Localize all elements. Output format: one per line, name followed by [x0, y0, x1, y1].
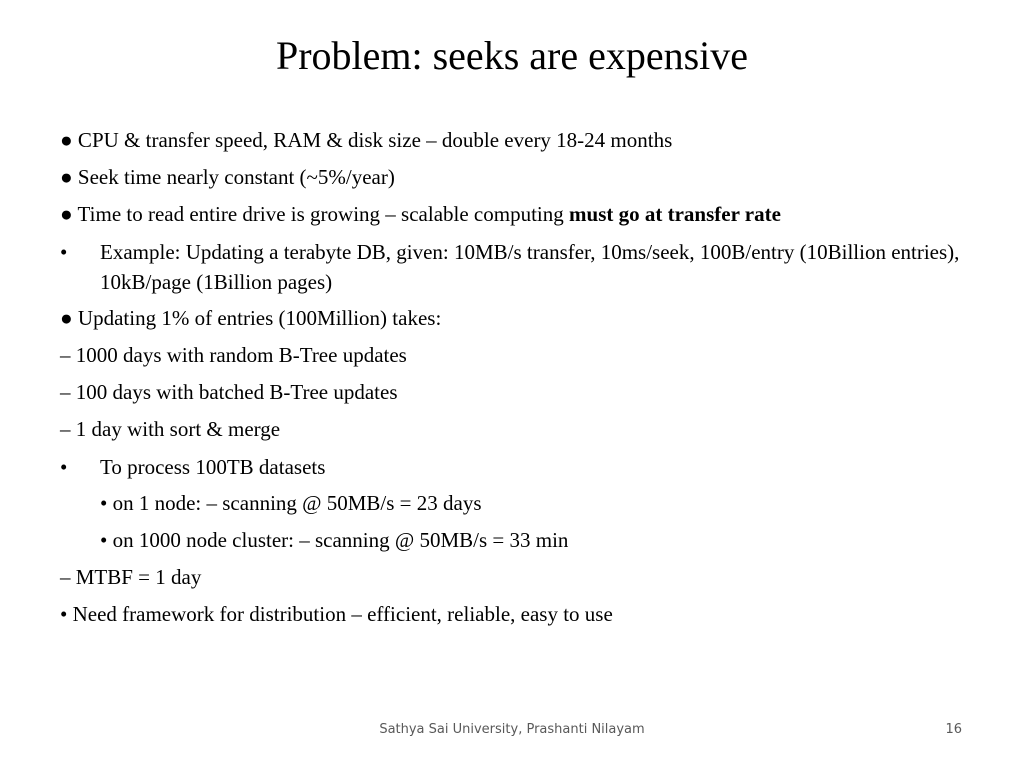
bullet-marker: •: [60, 240, 68, 264]
bullet-example: [60, 237, 980, 297]
subitem-one-node: • on 1 node: – scanning @ 50MB/s = 23 days: [100, 491, 482, 515]
bullet-process-100tb: [60, 452, 980, 482]
bullet-need-framework: • Need framework for distribution – efficient, reliable, easy to use: [60, 602, 613, 626]
item-random-btree: – 1000 days with random B-Tree updates: [60, 343, 407, 367]
bullet-cpu-transfer: ● CPU & transfer speed, RAM & disk size – double every 18-24 months: [60, 128, 673, 152]
bullet-updating: ● Updating 1% of entries (100Million) takes:: [60, 306, 442, 330]
item-mtbf: – MTBF = 1 day: [60, 565, 202, 589]
item-batched-btree: – 100 days with batched B-Tree updates: [60, 380, 398, 404]
slide-body: [60, 122, 980, 633]
bullet-read-drive-text: ● Time to read entire drive is growing – scalable computing: [60, 202, 570, 226]
bullet-read-drive-bold: must go at transfer rate: [569, 202, 781, 226]
bullet-seek-time: ● Seek time nearly constant (~5%/year): [60, 165, 395, 189]
slide-title: Problem: seeks are expensive: [275, 33, 749, 78]
bullet-marker: •: [60, 455, 68, 479]
bullet-process-text: To process 100TB datasets: [100, 455, 326, 479]
slide-footer: Sathya Sai University, Prashanti Nilayam: [379, 722, 645, 737]
subitem-cluster: • on 1000 node cluster: – scanning @ 50MB/s = 33 min: [100, 528, 569, 552]
bullet-read-drive: [60, 196, 980, 233]
bullet-example-text: Example: Updating a terabyte DB, given: 10MB/s transfer, 10ms/seek, 100B/entry (10Billion entries), 10kB/page (1Billion pages): [100, 240, 960, 294]
item-sort-merge: – 1 day with sort & merge: [60, 417, 281, 441]
page-number: 16: [945, 722, 962, 737]
